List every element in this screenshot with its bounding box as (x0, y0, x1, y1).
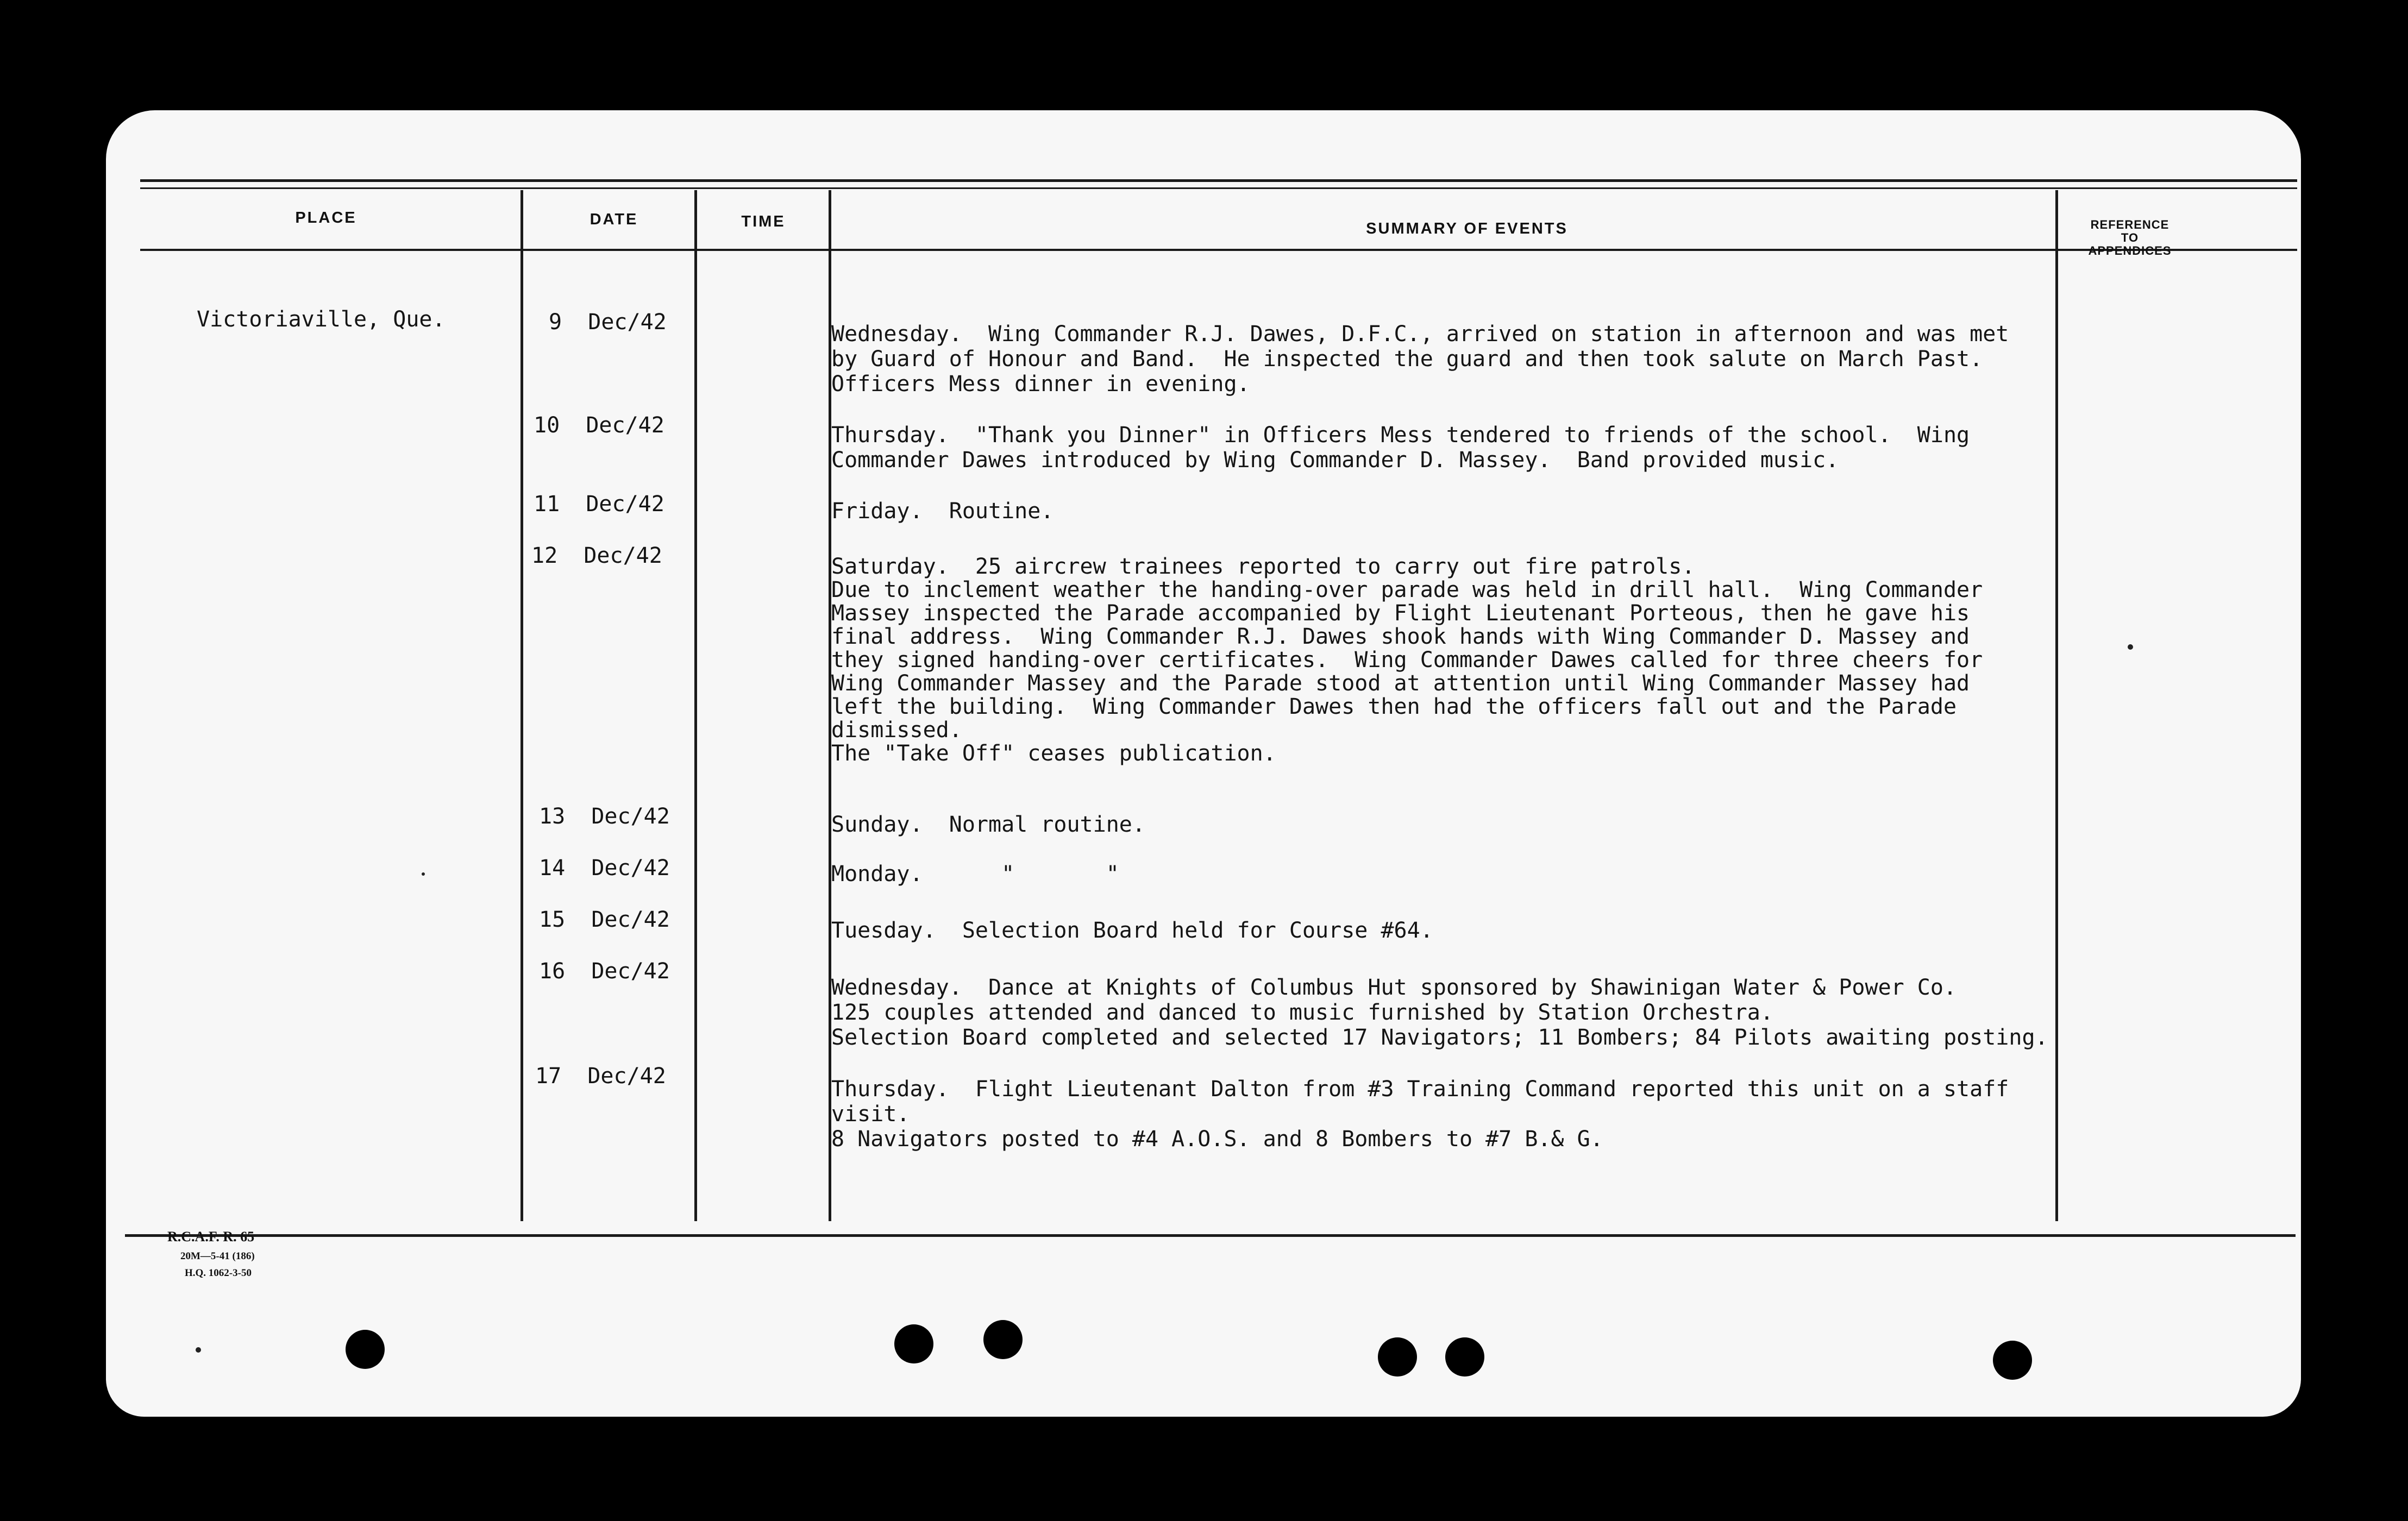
header-reference-line1: REFERENCE (2090, 218, 2169, 231)
ink-speck (196, 1347, 201, 1353)
summary-entry: Thursday. "Thank you Dinner" in Officers Mess tendered to friends of the school. Wing Commander Dawes introduced by Wing Commander D. Massey. Band provided music. (831, 423, 1970, 473)
form-number-line1: R.C.A.F. R. 65 (167, 1229, 255, 1245)
header-reference-line3: APPENDICES (2088, 244, 2172, 257)
ink-speck (422, 872, 425, 876)
summary-entry: Saturday. 25 aircrew trainees reported to carry out fire patrols. Due to inclement weather the handing-over parade was held in drill hall. Wing Commander Massey inspected the Parade accompanied by Flight Lieutenant Porteous, then he gave his final address. Wing Commander R.J. Dawes shook hands with Wing Commander D. Massey and they signed handing-over certificates. Wing Commander Dawes called for three cheers for Wing Commander Massey and the Parade stood at attention until Wing Commander Massey had left the building. Wing Commander Dawes then had the officers fall out and the Parade dismissed. The "Take Off" ceases publication. (831, 554, 1983, 766)
header-place: PLACE (295, 209, 357, 227)
header-reference-line2: TO (2121, 231, 2139, 244)
header-bottom-rule (140, 249, 2297, 251)
date-entry: 10 Dec/42 (534, 413, 664, 438)
date-entry: 11 Dec/42 (534, 492, 664, 517)
column-divider-date-time (694, 190, 697, 1221)
header-date: DATE (590, 211, 638, 228)
column-divider-place-date (521, 190, 523, 1221)
punch-hole (894, 1324, 933, 1363)
top-rule (140, 179, 2297, 182)
ink-speck (2128, 644, 2133, 650)
bottom-rule (125, 1234, 2296, 1237)
summary-entry: Wednesday. Dance at Knights of Columbus Hut sponsored by Shawinigan Water & Power Co. 125 couples attended and danced to music furnished by Station Orchestra. Selection Board completed and selected 17 Navigators; 11 Bombers; 84 Pilots awaiting posting. (831, 975, 2048, 1050)
summary-entry: Wednesday. Wing Commander R.J. Dawes, D.F.C., arrived on station in afternoon and was met by Guard of Honour and Band. He inspected the guard and then took salute on March Past. Officers Mess dinner in evening. (831, 322, 2009, 397)
punch-hole (346, 1330, 385, 1369)
date-entry: 12 Dec/42 (531, 543, 662, 568)
top-rule-thin (140, 187, 2297, 189)
punch-hole (983, 1320, 1023, 1359)
form-number-line2: 20M—5-41 (186) (180, 1250, 255, 1262)
form-number-line3: H.Q. 1062-3-50 (185, 1267, 252, 1279)
punch-hole (1993, 1341, 2032, 1380)
punch-hole (1378, 1337, 1417, 1377)
date-entry: 15 Dec/42 (539, 907, 670, 932)
header-time: TIME (741, 213, 786, 230)
header-reference (2059, 218, 2200, 257)
column-divider-summary-reference (2055, 190, 2058, 1221)
summary-entry: Thursday. Flight Lieutenant Dalton from #3 Training Command reported this unit on a staff visit. 8 Navigators posted to #4 A.O.S. and 8 Bombers to #7 B.& G. (831, 1077, 2009, 1152)
summary-entry: Tuesday. Selection Board held for Course #64. (831, 918, 1433, 943)
punch-hole (1445, 1337, 1484, 1377)
date-entry: 13 Dec/42 (539, 804, 670, 829)
place-value: Victoriaville, Que. (197, 307, 446, 332)
summary-entry: Monday. " " (831, 862, 1119, 887)
summary-entry: Sunday. Normal routine. (831, 812, 1145, 837)
summary-entry: Friday. Routine. (831, 499, 1054, 524)
date-entry: 9 Dec/42 (549, 310, 667, 335)
date-entry: 16 Dec/42 (539, 959, 670, 984)
header-summary: SUMMARY OF EVENTS (1366, 220, 1568, 237)
date-entry: 17 Dec/42 (535, 1064, 666, 1089)
date-entry: 14 Dec/42 (539, 856, 670, 881)
